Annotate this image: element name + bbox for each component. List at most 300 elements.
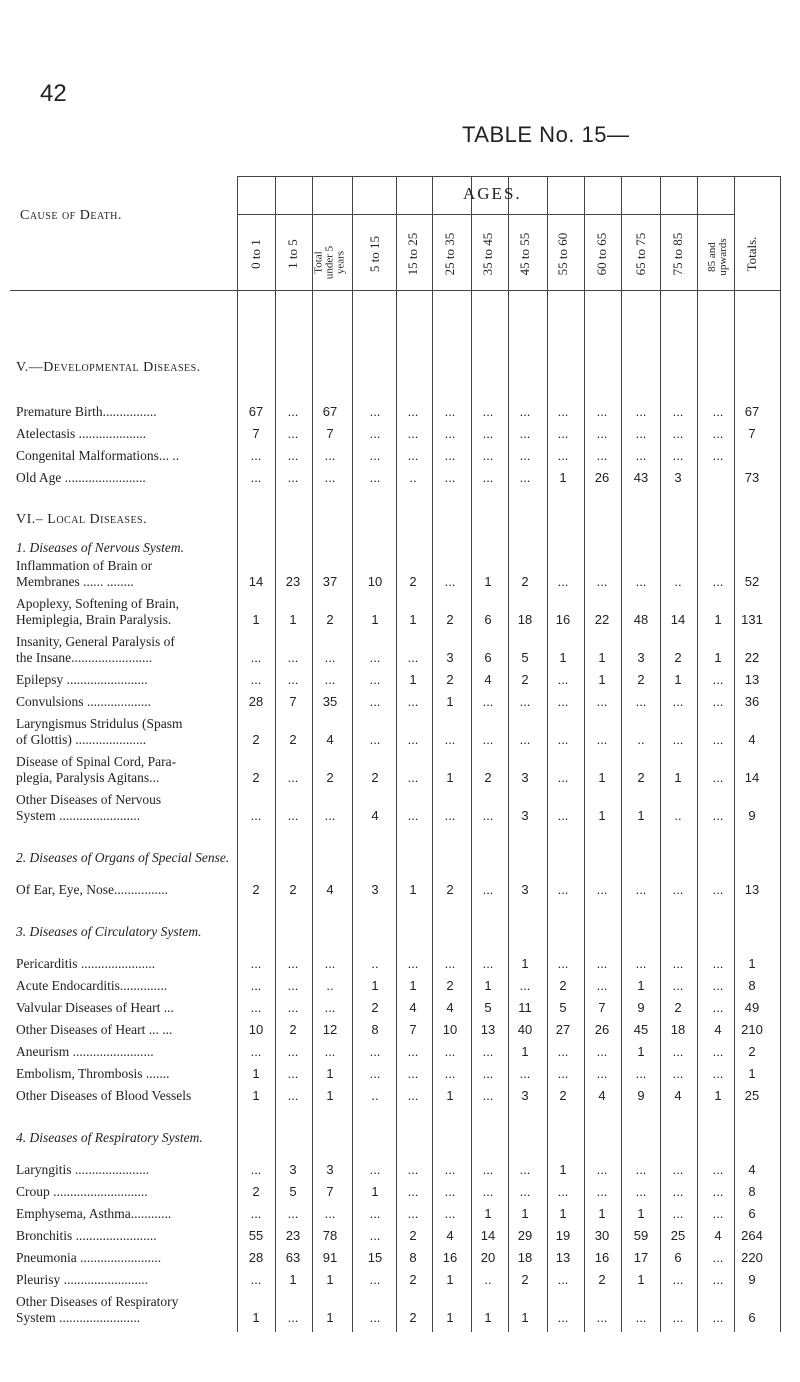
table-cell: 8: [371, 1022, 379, 1037]
table-cell: ...: [287, 1000, 299, 1015]
row-label: Pericarditis ......................: [16, 956, 156, 971]
column-rule: [352, 176, 353, 1332]
table-cell: 14: [248, 574, 264, 589]
table-cell: 5: [521, 650, 529, 665]
table-cell: ...: [482, 808, 494, 823]
table-cell: ...: [287, 426, 299, 441]
table-cell: ...: [557, 574, 569, 589]
table-cell: 1: [521, 1310, 529, 1325]
table-cell: 6: [484, 612, 492, 627]
table-cell: 36: [744, 694, 760, 709]
table-cell: 2: [326, 770, 334, 785]
column-rule: [660, 176, 661, 1332]
row-label: Emphysema, Asthma............: [16, 1206, 172, 1221]
table-cell: 4: [446, 1228, 454, 1243]
table-cell: ...: [444, 426, 456, 441]
header-top-rule: [237, 176, 780, 177]
table-cell: 2: [521, 574, 529, 589]
table-cell: ...: [444, 470, 456, 485]
header-bottom-rule: [10, 290, 780, 291]
table-cell: 67: [744, 404, 760, 419]
table-cell: 2: [289, 882, 297, 897]
table-cell: ...: [482, 470, 494, 485]
table-cell: ...: [250, 470, 262, 485]
table-cell: ...: [557, 448, 569, 463]
table-cell: ...: [672, 404, 684, 419]
table-cell: ...: [287, 1310, 299, 1325]
table-cell: ...: [369, 1066, 381, 1081]
table-cell: ...: [519, 978, 531, 993]
table-cell: ...: [635, 882, 647, 897]
table-cell: 2: [409, 1310, 417, 1325]
row-label: Apoplexy, Softening of Brain,: [16, 596, 179, 611]
table-cell: 13: [480, 1022, 496, 1037]
column-header: 0 to 1: [248, 239, 263, 269]
table-cell: ...: [519, 426, 531, 441]
table-cell: ...: [369, 470, 381, 485]
table-cell: ...: [672, 694, 684, 709]
table-cell: 2: [446, 882, 454, 897]
table-cell: 7: [252, 426, 260, 441]
table-cell: 37: [322, 574, 338, 589]
column-header: 85 and upwards: [706, 238, 729, 276]
table-cell: 2: [446, 672, 454, 687]
table-cell: ...: [369, 1206, 381, 1221]
row-label: the Insane........................: [16, 650, 153, 665]
row-label: Disease of Spinal Cord, Para-: [16, 754, 177, 769]
table-cell: ...: [407, 426, 419, 441]
table-cell: 73: [744, 470, 760, 485]
table-cell: ..: [674, 808, 682, 823]
column-header: 65 to 75: [633, 232, 648, 276]
column-header: 35 to 45: [480, 232, 495, 276]
table-cell: 15: [367, 1250, 383, 1265]
table-cell: 7: [598, 1000, 606, 1015]
table-cell: 2: [371, 1000, 379, 1015]
table-cell: 1: [521, 1206, 529, 1221]
table-cell: ...: [712, 732, 724, 747]
table-cell: 4: [748, 1162, 756, 1177]
table-cell: ...: [407, 650, 419, 665]
table-cell: 40: [517, 1022, 533, 1037]
section-subtitle: 4. Diseases of Respiratory System.: [16, 1130, 203, 1145]
table-cell: 6: [748, 1206, 756, 1221]
column-rule: [432, 176, 433, 1332]
table-cell: 1: [289, 1272, 297, 1287]
table-cell: ...: [557, 404, 569, 419]
table-cell: ..: [637, 732, 645, 747]
table-cell: ...: [672, 978, 684, 993]
table-cell: ...: [444, 574, 456, 589]
table-cell: 2: [409, 1272, 417, 1287]
table-cell: 2: [559, 978, 567, 993]
table-cell: 91: [322, 1250, 338, 1265]
table-cell: 4: [446, 1000, 454, 1015]
table-cell: 1: [409, 612, 417, 627]
table-cell: 2: [409, 1228, 417, 1243]
table-cell: 9: [748, 808, 756, 823]
table-cell: ...: [369, 672, 381, 687]
table-cell: 2: [289, 732, 297, 747]
table-cell: 1: [559, 650, 567, 665]
column-header: Total under 5 years: [312, 245, 347, 280]
table-cell: ...: [444, 404, 456, 419]
table-cell: 1: [484, 574, 492, 589]
table-cell: 1: [674, 672, 682, 687]
table-cell: 3: [289, 1162, 297, 1177]
table-cell: ...: [519, 470, 531, 485]
table-cell: ...: [444, 1044, 456, 1059]
table-cell: ...: [672, 732, 684, 747]
column-rule: [780, 176, 781, 1332]
row-label: Croup ............................: [16, 1184, 148, 1199]
row-label: Inflammation of Brain or: [16, 558, 153, 573]
table-cell: ...: [369, 448, 381, 463]
table-cell: ...: [672, 1206, 684, 1221]
table-cell: ...: [287, 448, 299, 463]
row-label: Bronchitis ........................: [16, 1228, 157, 1243]
table-cell: 3: [326, 1162, 334, 1177]
table-cell: 4: [326, 732, 334, 747]
table-cell: ...: [369, 1044, 381, 1059]
table-cell: ...: [712, 426, 724, 441]
table-cell: ...: [672, 1184, 684, 1199]
column-rule: [396, 176, 397, 1332]
table-cell: 4: [371, 808, 379, 823]
table-cell: ...: [596, 1066, 608, 1081]
table-cell: ...: [712, 694, 724, 709]
table-cell: ...: [596, 1184, 608, 1199]
table-cell: 2: [637, 770, 645, 785]
table-cell: 2: [521, 1272, 529, 1287]
table-cell: 3: [637, 650, 645, 665]
table-cell: ...: [712, 574, 724, 589]
table-cell: 4: [714, 1022, 722, 1037]
table-cell: 2: [637, 672, 645, 687]
table-cell: 1: [409, 978, 417, 993]
table-cell: 1: [446, 694, 454, 709]
table-cell: ...: [444, 1184, 456, 1199]
table-cell: ...: [407, 808, 419, 823]
table-cell: ...: [596, 1162, 608, 1177]
table-cell: ...: [635, 1162, 647, 1177]
table-cell: 2: [446, 978, 454, 993]
table-cell: ...: [482, 1088, 494, 1103]
table-cell: ...: [287, 1066, 299, 1081]
table-cell: ...: [324, 1000, 336, 1015]
table-cell: 1: [598, 672, 606, 687]
column-rule: [312, 176, 313, 1332]
table-cell: 1: [371, 612, 379, 627]
table-cell: ...: [672, 426, 684, 441]
table-cell: ...: [519, 1162, 531, 1177]
row-label: Laryngitis ......................: [16, 1162, 150, 1177]
table-cell: 22: [594, 612, 610, 627]
table-cell: ...: [635, 956, 647, 971]
row-label: Pneumonia ........................: [16, 1250, 162, 1265]
table-cell: ...: [712, 1162, 724, 1177]
table-cell: 35: [322, 694, 338, 709]
table-cell: 4: [714, 1228, 722, 1243]
table-cell: ...: [635, 1310, 647, 1325]
table-cell: 1: [637, 1272, 645, 1287]
table-cell: 1: [326, 1088, 334, 1103]
table-cell: ..: [484, 1272, 492, 1287]
table-cell: 8: [748, 1184, 756, 1199]
table-cell: ...: [250, 1000, 262, 1015]
table-cell: ...: [635, 1184, 647, 1199]
table-cell: 23: [285, 1228, 301, 1243]
table-cell: 25: [744, 1088, 760, 1103]
table-cell: 2: [252, 1184, 260, 1199]
table-cell: ...: [596, 1044, 608, 1059]
table-cell: ...: [557, 882, 569, 897]
table-cell: ...: [407, 448, 419, 463]
table-cell: ...: [407, 732, 419, 747]
table-cell: 4: [674, 1088, 682, 1103]
table-cell: 2: [484, 770, 492, 785]
table-cell: 23: [285, 574, 301, 589]
table-cell: 19: [555, 1228, 571, 1243]
table-cell: ...: [482, 1044, 494, 1059]
table-cell: 78: [322, 1228, 338, 1243]
table-cell: ...: [712, 1000, 724, 1015]
table-cell: 14: [670, 612, 686, 627]
table-cell: 2: [598, 1272, 606, 1287]
table-cell: 16: [555, 612, 571, 627]
table-cell: ...: [407, 1088, 419, 1103]
table-cell: ...: [519, 448, 531, 463]
table-cell: ..: [371, 956, 379, 971]
table-cell: ...: [369, 694, 381, 709]
row-label: Membranes ...... ........: [16, 574, 134, 589]
table-cell: ...: [287, 770, 299, 785]
table-cell: ...: [596, 1310, 608, 1325]
table-cell: 5: [559, 1000, 567, 1015]
row-label: Laryngismus Stridulus (Spasm: [16, 716, 183, 731]
table-cell: 1: [371, 978, 379, 993]
table-cell: ...: [482, 732, 494, 747]
table-cell: ...: [250, 956, 262, 971]
table-cell: ...: [519, 404, 531, 419]
table-cell: 3: [521, 770, 529, 785]
table-cell: ...: [407, 1066, 419, 1081]
row-label: System ........................: [16, 1310, 141, 1325]
table-cell: 220: [741, 1250, 763, 1265]
table-cell: 18: [670, 1022, 686, 1037]
table-cell: 27: [555, 1022, 571, 1037]
table-cell: 45: [633, 1022, 649, 1037]
table-cell: ...: [635, 404, 647, 419]
table-cell: 2: [252, 882, 260, 897]
table-cell: ...: [482, 448, 494, 463]
column-header: 60 to 65: [594, 232, 609, 276]
table-cell: 3: [674, 470, 682, 485]
table-cell: 1: [484, 1310, 492, 1325]
table-cell: 29: [517, 1228, 533, 1243]
table-cell: ...: [712, 1184, 724, 1199]
table-cell: 9: [637, 1000, 645, 1015]
column-rule: [237, 176, 238, 1332]
table-cell: ...: [482, 404, 494, 419]
table-cell: ...: [369, 732, 381, 747]
row-label: Acute Endocarditis..............: [16, 978, 168, 993]
column-rule: [621, 176, 622, 1332]
table-cell: ...: [324, 808, 336, 823]
table-cell: ...: [519, 732, 531, 747]
table-cell: ...: [444, 1206, 456, 1221]
section-title: V.—Developmental Diseases.: [16, 360, 201, 375]
header-ages-rule: [237, 214, 734, 215]
table-cell: 3: [521, 1088, 529, 1103]
table-cell: 4: [326, 882, 334, 897]
column-header: 5 to 15: [367, 235, 382, 273]
table-cell: ...: [444, 1162, 456, 1177]
column-rule: [508, 176, 509, 1332]
table-cell: 7: [289, 694, 297, 709]
table-cell: 12: [322, 1022, 338, 1037]
row-label: Premature Birth................: [16, 404, 157, 419]
table-cell: ...: [672, 1066, 684, 1081]
table-cell: 2: [289, 1022, 297, 1037]
table-cell: ...: [407, 770, 419, 785]
table-cell: 20: [480, 1250, 496, 1265]
table-cell: ...: [324, 1206, 336, 1221]
table-cell: 7: [326, 1184, 334, 1199]
table-cell: ...: [482, 1162, 494, 1177]
table-cell: ...: [557, 1310, 569, 1325]
table-cell: 22: [744, 650, 760, 665]
table-cell: 1: [371, 1184, 379, 1199]
table-cell: ...: [557, 672, 569, 687]
column-rule: [275, 176, 276, 1332]
table-cell: 7: [409, 1022, 417, 1037]
table-cell: 1: [252, 1088, 260, 1103]
table-cell: 14: [744, 770, 760, 785]
row-label: Old Age ........................: [16, 470, 146, 485]
table-cell: 1: [559, 1206, 567, 1221]
table-cell: 1: [521, 1044, 529, 1059]
table-cell: ...: [250, 1162, 262, 1177]
table-cell: ...: [557, 426, 569, 441]
table-cell: 13: [744, 672, 760, 687]
table-cell: ...: [324, 650, 336, 665]
table-cell: 13: [744, 882, 760, 897]
table-cell: 1: [714, 1088, 722, 1103]
table-cell: ...: [672, 1044, 684, 1059]
table-cell: ...: [287, 1044, 299, 1059]
table-cell: 4: [748, 732, 756, 747]
table-cell: 67: [248, 404, 264, 419]
table-cell: ...: [250, 1044, 262, 1059]
table-cell: ...: [250, 448, 262, 463]
table-cell: ...: [712, 956, 724, 971]
table-cell: 1: [252, 1310, 260, 1325]
table-cell: 1: [252, 612, 260, 627]
table-cell: 1: [714, 612, 722, 627]
table-cell: 3: [521, 808, 529, 823]
table-cell: ..: [409, 470, 417, 485]
table-cell: 10: [367, 574, 383, 589]
table-cell: ...: [712, 770, 724, 785]
row-label: Atelectasis ....................: [16, 426, 147, 441]
table-cell: ...: [444, 956, 456, 971]
table-cell: 1: [252, 1066, 260, 1081]
table-cell: ...: [672, 1272, 684, 1287]
table-cell: ...: [287, 956, 299, 971]
table-cell: 1: [748, 1066, 756, 1081]
table-cell: ...: [407, 1184, 419, 1199]
table-cell: 1: [637, 978, 645, 993]
table-cell: 10: [248, 1022, 264, 1037]
section-subtitle: 2. Diseases of Organs of Special Sense.: [16, 850, 230, 865]
table-cell: 3: [371, 882, 379, 897]
table-cell: ...: [596, 978, 608, 993]
column-rule: [547, 176, 548, 1332]
table-cell: 1: [637, 808, 645, 823]
table-cell: ...: [519, 1184, 531, 1199]
table-cell: 18: [517, 1250, 533, 1265]
column-rule: [697, 176, 698, 1332]
table-cell: ...: [250, 1206, 262, 1221]
table-cell: 4: [409, 1000, 417, 1015]
section-title: VI.– Local Diseases.: [16, 512, 148, 527]
table-cell: 18: [517, 612, 533, 627]
table-title: TABLE No. 15—: [462, 122, 630, 147]
table-cell: ...: [444, 448, 456, 463]
table-cell: 9: [748, 1272, 756, 1287]
table-cell: ...: [369, 1162, 381, 1177]
table-cell: 1: [598, 770, 606, 785]
table-cell: 2: [674, 1000, 682, 1015]
table-cell: ...: [287, 470, 299, 485]
table-cell: ...: [712, 1044, 724, 1059]
table-cell: ...: [635, 574, 647, 589]
table-cell: 8: [748, 978, 756, 993]
table-cell: ...: [250, 808, 262, 823]
table-cell: ...: [407, 1044, 419, 1059]
table-cell: 1: [559, 470, 567, 485]
table-cell: ...: [596, 956, 608, 971]
table-cell: ...: [635, 694, 647, 709]
table-cell: 4: [484, 672, 492, 687]
table-cell: ..: [674, 574, 682, 589]
table-cell: 28: [248, 694, 264, 709]
table-cell: ...: [596, 574, 608, 589]
table-cell: ...: [712, 882, 724, 897]
table-cell: 2: [446, 612, 454, 627]
table-cell: ...: [672, 1310, 684, 1325]
table-cell: ...: [557, 808, 569, 823]
table-cell: 30: [594, 1228, 610, 1243]
table-cell: 7: [326, 426, 334, 441]
table-cell: ...: [369, 404, 381, 419]
table-cell: ..: [326, 978, 334, 993]
table-cell: 1: [484, 978, 492, 993]
table-cell: ...: [407, 956, 419, 971]
table-cell: ...: [444, 808, 456, 823]
table-cell: ...: [324, 956, 336, 971]
table-cell: ...: [250, 650, 262, 665]
table-cell: ...: [519, 1066, 531, 1081]
table-cell: ...: [287, 1088, 299, 1103]
row-label: Pleurisy .........................: [16, 1272, 149, 1287]
table-cell: 1: [598, 1206, 606, 1221]
table-cell: ...: [407, 404, 419, 419]
table-cell: 49: [744, 1000, 760, 1015]
table-cell: ...: [672, 956, 684, 971]
table-cell: ...: [369, 426, 381, 441]
